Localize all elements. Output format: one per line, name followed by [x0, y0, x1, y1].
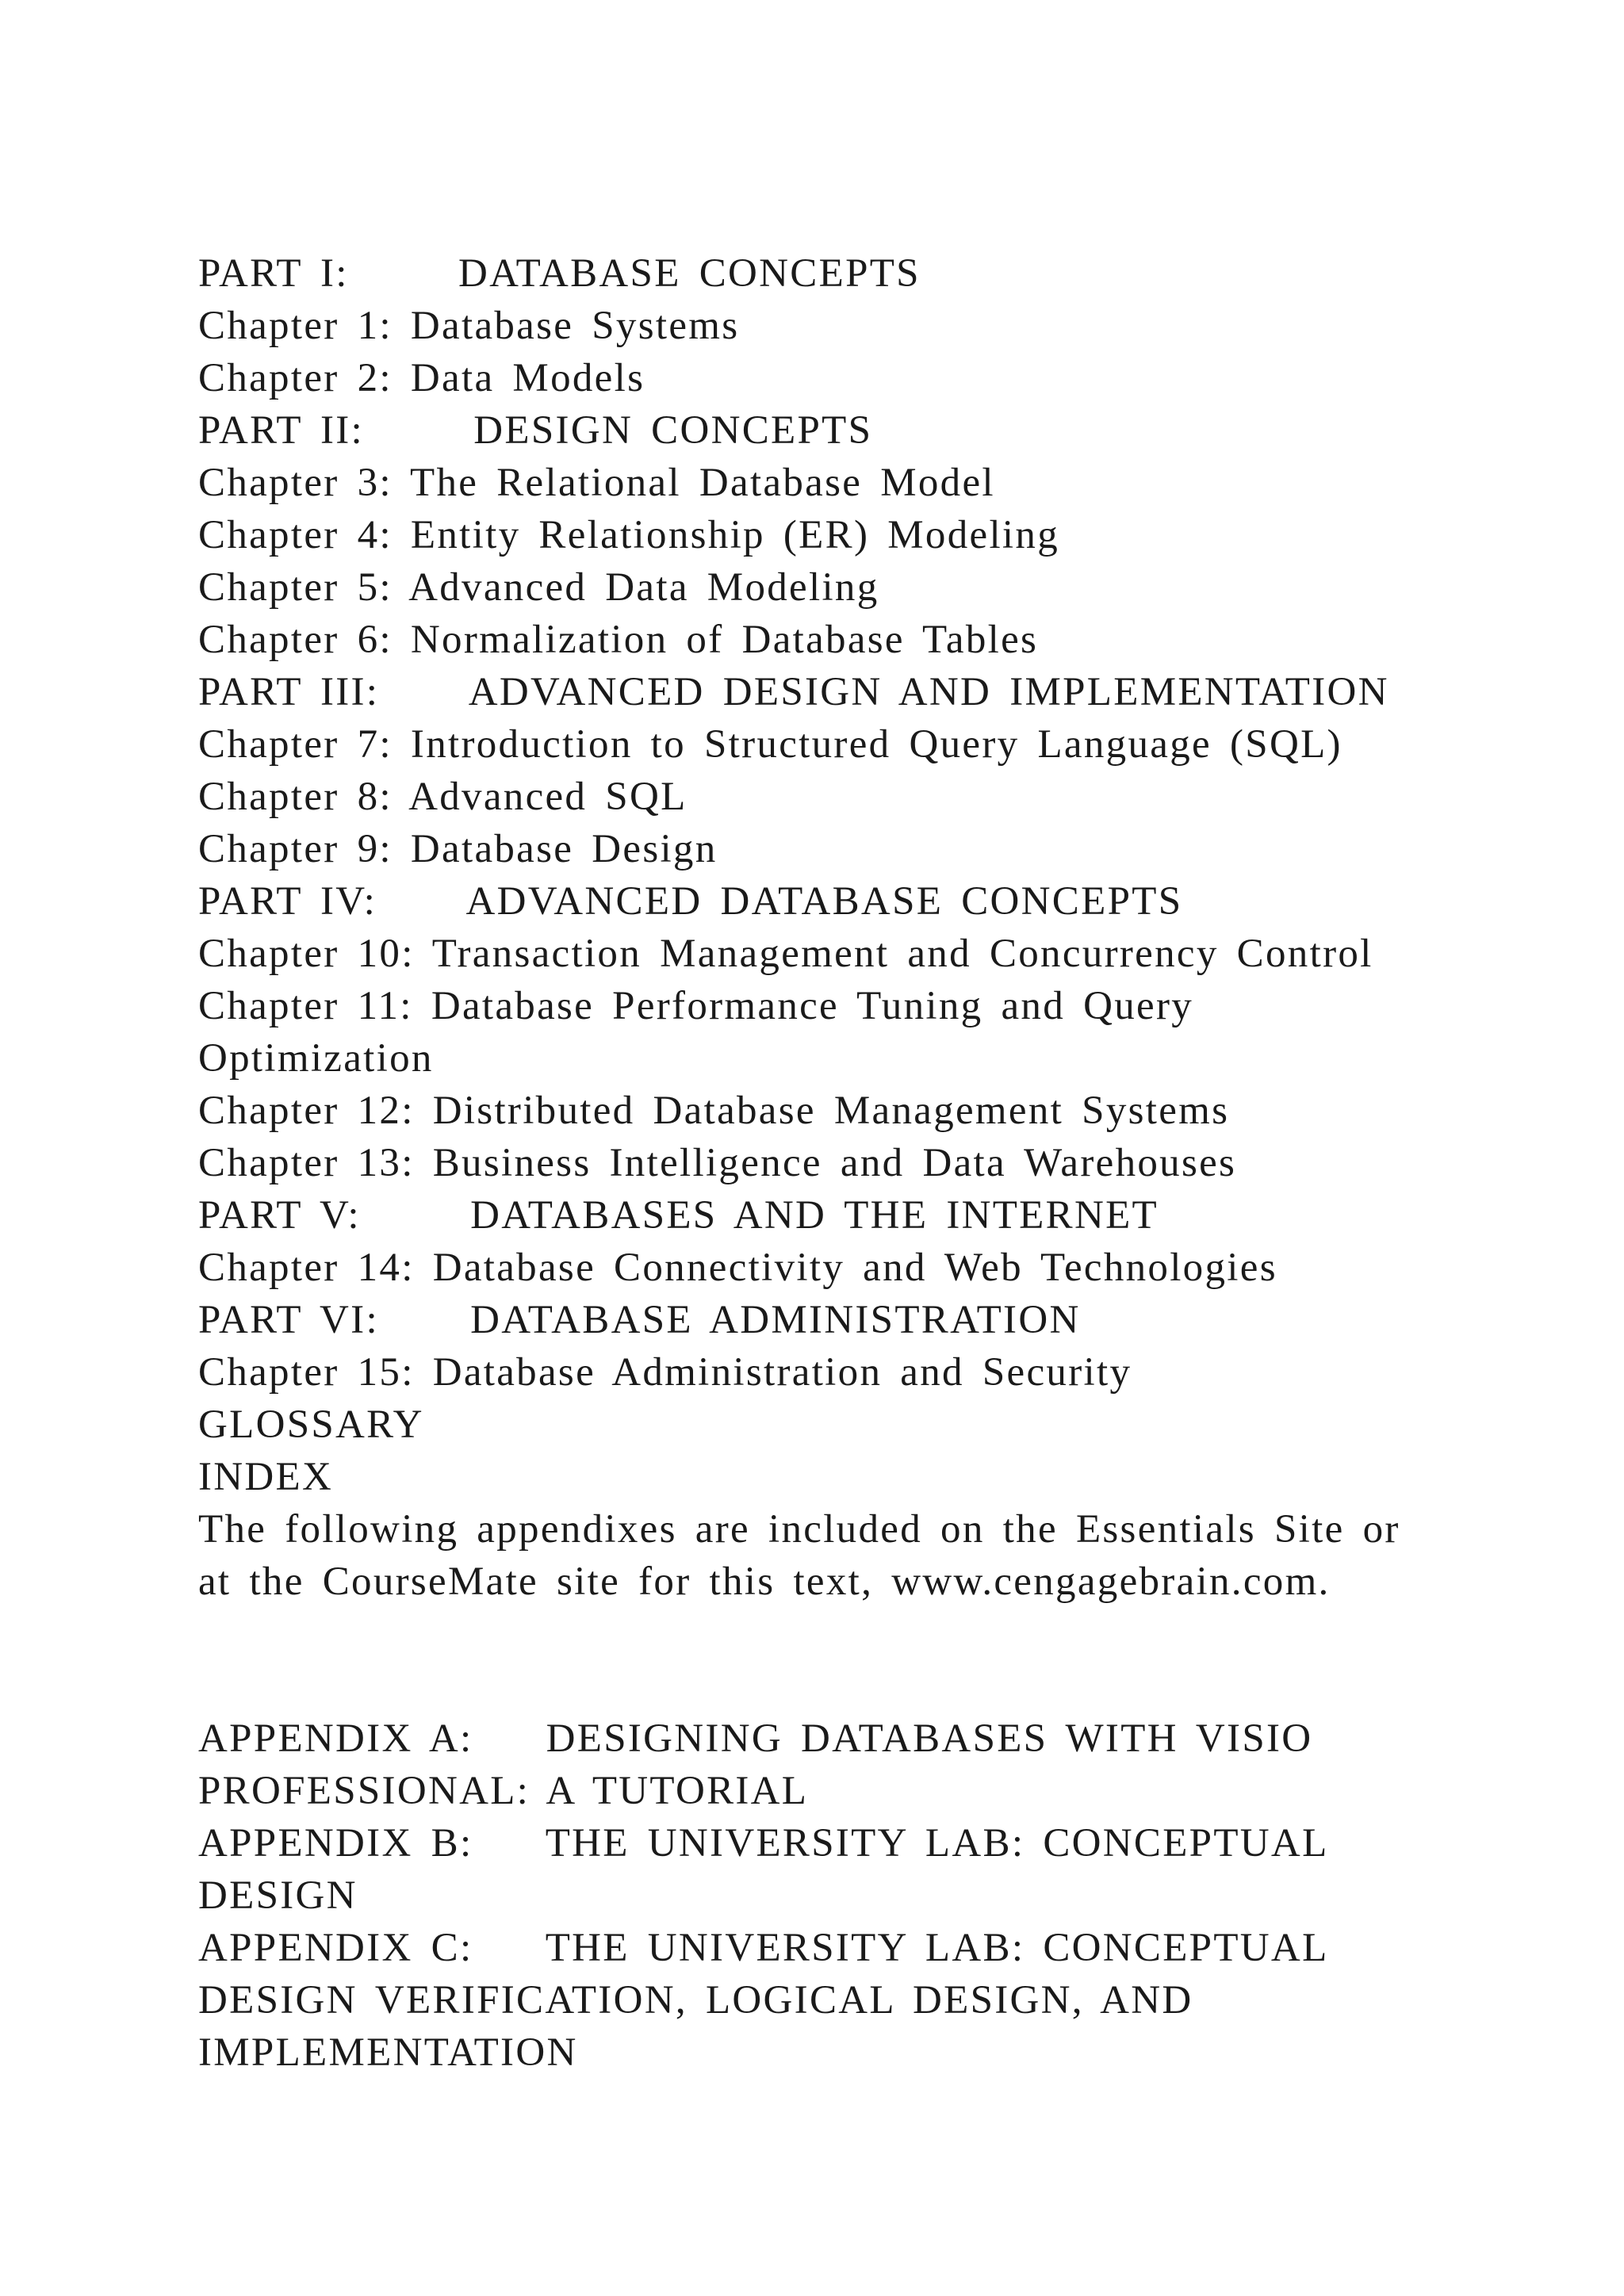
chapter-13: Chapter 13: Business Intelligence and Data Warehouses [198, 1141, 1237, 1185]
part-2-heading: PART II: DESIGN CONCEPTS [198, 408, 873, 453]
appendix-b-continued: DESIGN [198, 1873, 358, 1918]
glossary-entry: GLOSSARY [198, 1402, 424, 1447]
section-gap [198, 1608, 1435, 1712]
table-of-contents [198, 247, 1435, 1608]
appendix-note-line-1: The following appendixes are included on the Essentials Site or [198, 1507, 1400, 1552]
part-1-heading: PART I: DATABASE CONCEPTS [198, 251, 921, 296]
chapter-6: Chapter 6: Normalization of Database Tables [198, 618, 1039, 662]
chapter-3: Chapter 3: The Relational Database Model [198, 461, 995, 505]
appendix-a: APPENDIX A: DESIGNING DATABASES WITH VISIO [198, 1716, 1313, 1761]
appendix-note-line-2: at the CourseMate site for this text, www.cengagebrain.com. [198, 1559, 1331, 1604]
chapter-12: Chapter 12: Distributed Database Management Systems [198, 1089, 1230, 1133]
appendix-a-continued: PROFESSIONAL: A TUTORIAL [198, 1769, 809, 1813]
part-3-heading: PART III: ADVANCED DESIGN AND IMPLEMENTATION [198, 670, 1389, 714]
chapter-5: Chapter 5: Advanced Data Modeling [198, 565, 879, 610]
part-6-heading: PART VI: DATABASE ADMINISTRATION [198, 1298, 1081, 1342]
appendix-c-continued: DESIGN VERIFICATION, LOGICAL DESIGN, AND [198, 1978, 1193, 2022]
chapter-11: Chapter 11: Database Performance Tuning and Query [198, 984, 1194, 1028]
chapter-7: Chapter 7: Introduction to Structured Query Language (SQL) [198, 722, 1342, 767]
chapter-1: Chapter 1: Database Systems [198, 304, 740, 348]
chapter-8: Chapter 8: Advanced SQL [198, 775, 688, 819]
chapter-4: Chapter 4: Entity Relationship (ER) Modeling [198, 513, 1059, 557]
chapter-15: Chapter 15: Database Administration and Security [198, 1350, 1132, 1395]
chapter-11-continued: Optimization [198, 1036, 434, 1081]
chapter-10: Chapter 10: Transaction Management and Concurrency Control [198, 932, 1373, 976]
appendix-b: APPENDIX B: THE UNIVERSITY LAB: CONCEPTUAL [198, 1821, 1329, 1866]
appendix-c: APPENDIX C: THE UNIVERSITY LAB: CONCEPTUAL [198, 1926, 1329, 1970]
document-page [198, 247, 1435, 2079]
appendix-list [198, 1712, 1435, 2079]
chapter-2: Chapter 2: Data Models [198, 356, 645, 400]
part-4-heading: PART IV: ADVANCED DATABASE CONCEPTS [198, 879, 1183, 924]
appendix-c-continued-2: IMPLEMENTATION [198, 2030, 578, 2075]
part-5-heading: PART V: DATABASES AND THE INTERNET [198, 1193, 1159, 1238]
index-entry: INDEX [198, 1455, 334, 1499]
chapter-9: Chapter 9: Database Design [198, 827, 718, 871]
chapter-14: Chapter 14: Database Connectivity and Web Technologies [198, 1246, 1277, 1290]
